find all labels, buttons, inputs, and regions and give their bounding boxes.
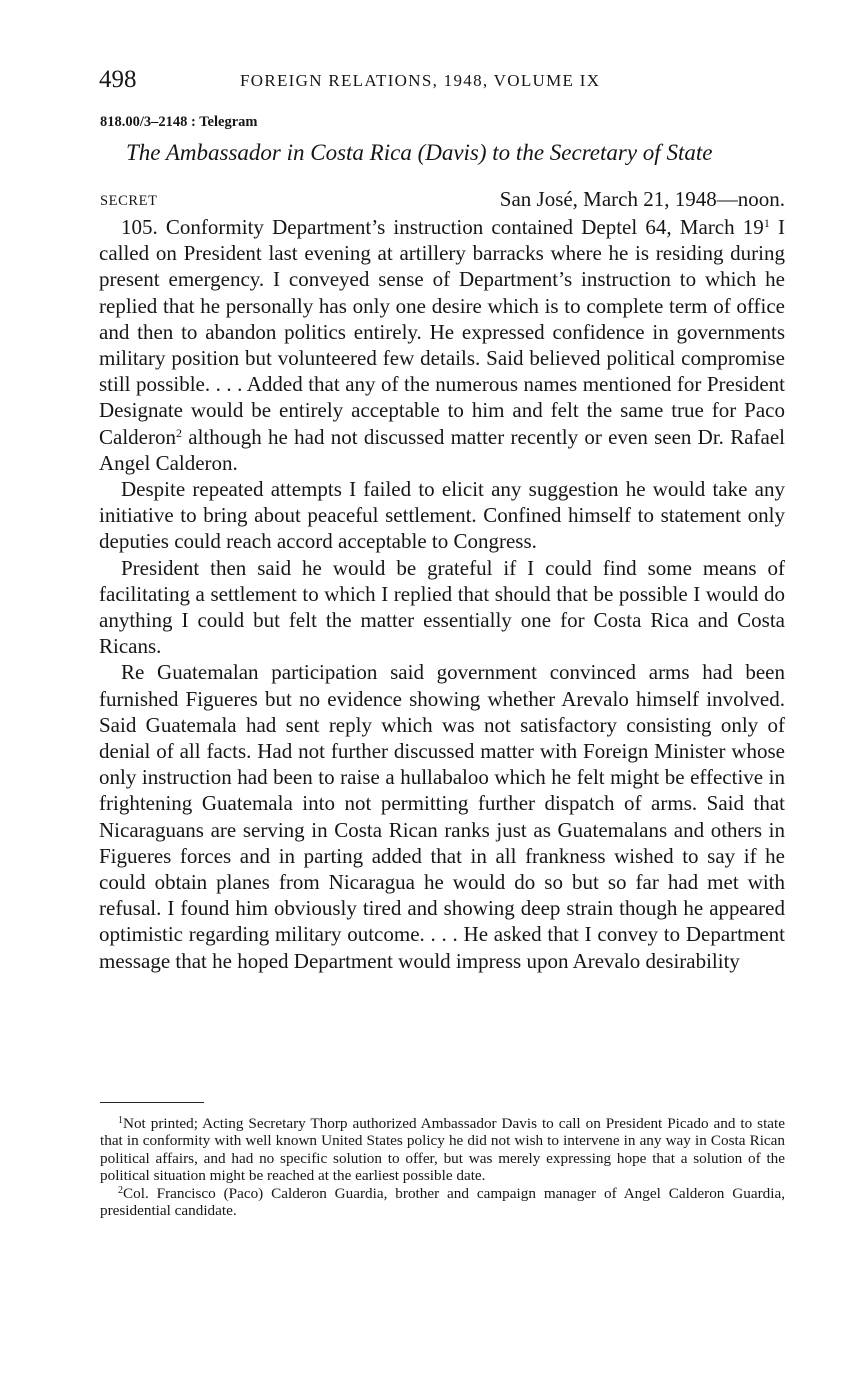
dateline: San José, March 21, 1948—noon.	[499, 187, 785, 211]
paragraph-1-text-a: 105. Conformity Department’s instruction contained Deptel 64, March 19	[121, 215, 764, 239]
footnote-1-marker: 1	[118, 1115, 123, 1126]
classification-label: SECRET	[100, 193, 158, 209]
footnote-divider	[100, 1102, 204, 1103]
footnote-1	[100, 1115, 785, 1185]
file-reference: 818.00/3–2148 : Telegram	[100, 114, 258, 130]
footnotes	[100, 1115, 785, 1219]
paragraph-4: Re Guatemalan participation said government convinced arms had been furnished Figueres but no evidence showing whether Arevalo himself involved. Said Guatemala had sent reply which was not satisfactory consisting only of denial of all facts. Had not further discussed matter with Foreign Minister whose only instruction had been to raise a hullabaloo which he felt might be effective in frightening Guatemala into not permitting further dispatch of arms. Said that Nicaraguans are serving in Costa Rican ranks just as Guatemalans and others in Figueres forces and in parting added that in all frankness wished to say if he could obtain planes from Nicaragua he would do so but so far had met with refusal. I found him obviously tired and showing deep strain though he appeared optimistic regarding military outcome. . . . He asked that I convey to Department message that he hoped Department would impress upon Arevalo desirability	[99, 660, 785, 973]
footnote-1-text: Not printed; Acting Secretary Thorp authorized Ambassador Davis to call on President Picado and to state that in conformity with well known United States policy he did not wish to intervene in any way in Costa Rican political affairs, and had no specific solution to offer, but was merely expressing hope that a solution of the political situation might be reached at the earliest possible date.	[100, 1115, 785, 1185]
running-header	[99, 66, 785, 96]
paragraph-3: President then said he would be grateful if I could find some means of facilitating a settlement to which I replied that should that be possible I would do anything I could but felt the matter essentially one for Costa Rica and Costa Ricans.	[99, 555, 785, 659]
paragraph-2: Despite repeated attempts I failed to elicit any suggestion he would take any initiative to bring about peaceful settlement. Confined himself to statement only deputies could reach accord acceptable to Congress.	[99, 477, 785, 554]
paragraph-1	[99, 214, 785, 476]
page-number: 498	[99, 66, 137, 93]
telegram-body	[99, 214, 785, 974]
paragraph-1-text-c: although he had not discussed matter recently or even seen Dr. Rafael Angel Calderon.	[99, 424, 785, 475]
footnote-2-text: Col. Francisco (Paco) Calderon Guardia, brother and campaign manager of Angel Calderon Guardia, presidential candidate.	[100, 1184, 785, 1220]
paragraph-1-text-b: I called on President last evening at artillery barracks where he is residing during present emergency. I conveyed sense of Department’s instruction to which he replied that he personally has only one desire which is to complete term of office and then to abandon politics entirely. He expressed confidence in governments military position but volunteered few details. Said believed political compromise still possible. . . . Added that any of the numerous names mentioned for President Designate would be entirely acceptable to him and felt the same true for Paco Calderon	[99, 215, 785, 449]
series-title: FOREIGN RELATIONS, 1948, VOLUME IX	[240, 71, 601, 90]
document-title: The Ambassador in Costa Rica (Davis) to the Secretary of State	[126, 140, 713, 165]
footnote-ref-1: 1	[763, 216, 770, 230]
footnote-2-marker: 2	[118, 1184, 123, 1196]
footnote-ref-2: 2	[175, 425, 182, 440]
footnote-2	[100, 1185, 785, 1220]
